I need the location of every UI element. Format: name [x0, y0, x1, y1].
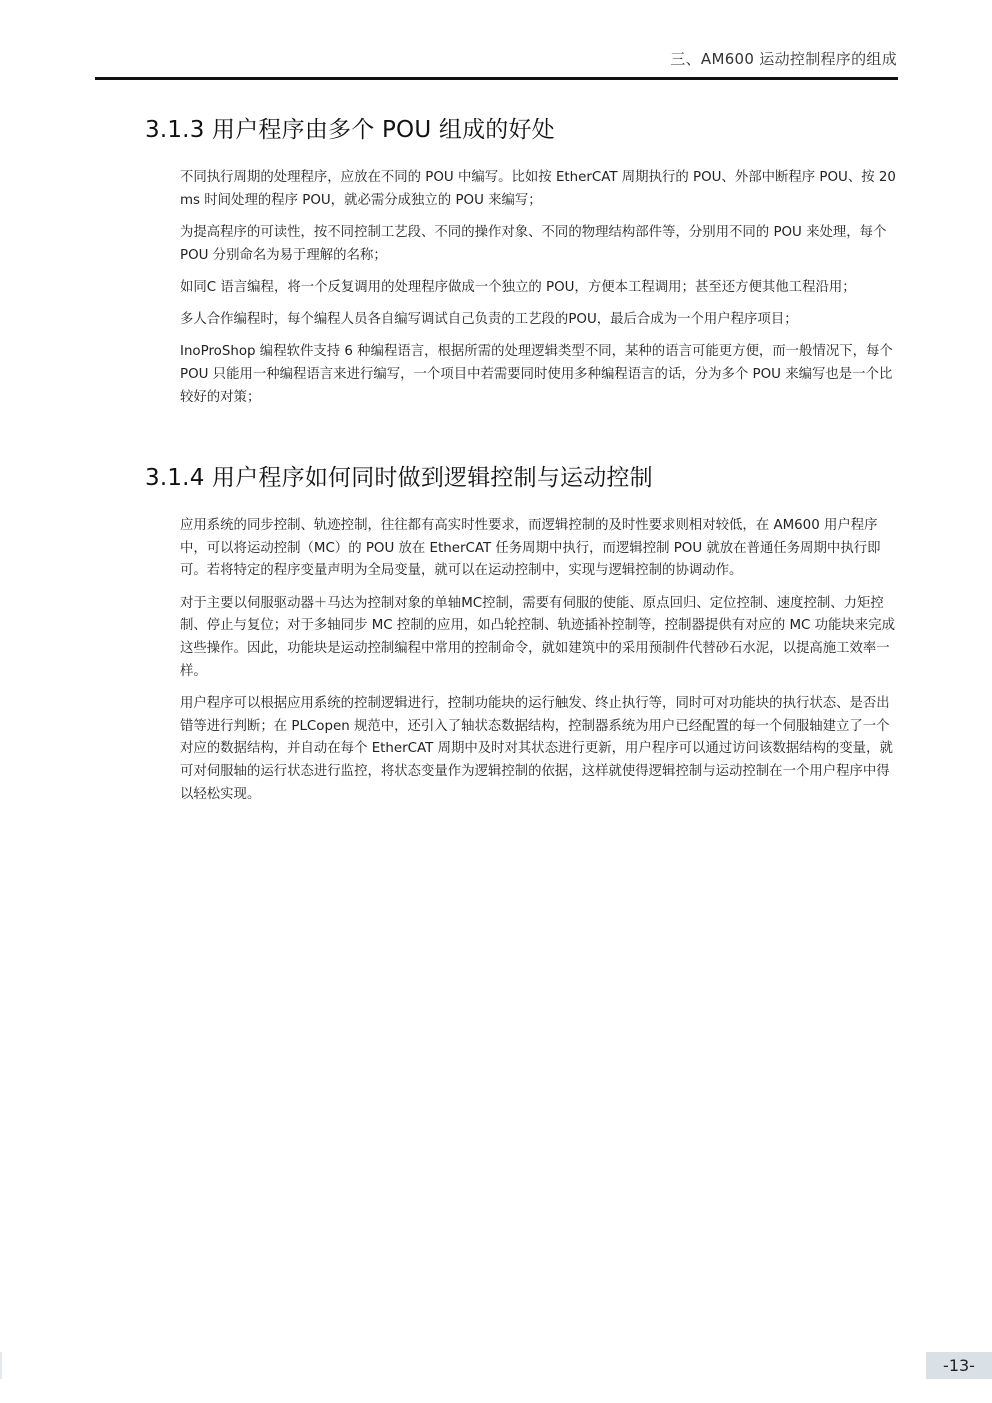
left-edge-mark: [0, 1352, 2, 1379]
section-heading: 3.1.4 用户程序如何同时做到逻辑控制与运动控制: [145, 465, 653, 491]
paragraph: 应用系统的同步控制、轨迹控制，往往都有高实时性要求，而逻辑控制的及时性要求则相对较低，在 AM600 用户程序中，可以将运动控制（MC）的 POU 放在 EtherCAT 任务周期中执行，而逻辑控制 POU 就放在普通任务周期中执行即可。若将特定的程序变量声明为全局变量，就可以在运动控制中，实现与逻辑控制的协调动作。: [180, 518, 881, 579]
section-3-1-3: [0, 115, 992, 409]
running-header-title: 三、AM600 运动控制程序的组成: [670, 50, 897, 68]
paragraph: 对于主要以伺服驱动器＋马达为控制对象的单轴MC控制，需要有伺服的使能、原点回归、定位控制、速度控制、力矩控制、停止与复位；对于多轴同步 MC 控制的应用，如凸轮控制、轨迹插补控制等，控制器提供有对应的 MC 功能块来完成这些操作。因此，功能块是运动控制编程中常用的控制命令，就如建筑中的采用预制件代替砂石水泥，以提高施工效率一样。: [180, 595, 895, 679]
paragraph: 如同C 语言编程，将一个反复调用的处理程序做成一个独立的 POU，方便本工程调用；甚至还方便其他工程沿用；: [180, 279, 856, 295]
paragraph: 不同执行周期的处理程序，应放在不同的 POU 中编写。比如按 EtherCAT 周期执行的 POU、外部中断程序 POU、按 20ms 时间处理的程序 POU，就必需分成独立的 POU 来编写；: [180, 170, 896, 208]
paragraph: InoProShop 编程软件支持 6 种编程语言，根据所需的处理逻辑类型不同，某种的语言可能更方便，而一般情况下，每个 POU 只能用一种编程语言来进行编写，一个项目中若需要同时使用多种编程语言的话，分为多个 POU 来编写也是一个比较好的对策；: [180, 344, 893, 405]
header-divider: [95, 77, 898, 80]
page-number: -13-: [926, 1352, 992, 1379]
section-3-1-4: [0, 463, 992, 806]
paragraph: 用户程序可以根据应用系统的控制逻辑进行，控制功能块的运行触发、终止执行等，同时可对功能块的执行状态、是否出错等进行判断；在 PLCopen 规范中，还引入了轴状态数据结构，控制器系统为用户已经配置的每一个伺服轴建立了一个对应的数据结构，并自动在每个 EtherCAT 周期中及时对其状态进行更新，用户程序可以通过访问该数据结构的变量，就可对伺服轴的运行状态进行监控，将状态变量作为逻辑控制的依据，这样就使得逻辑控制与运动控制在一个用户程序中得以轻松实现。: [180, 695, 893, 802]
section-heading: 3.1.3 用户程序由多个 POU 组成的好处: [145, 117, 555, 143]
paragraph: 为提高程序的可读性，按不同控制工艺段、不同的操作对象、不同的物理结构部件等，分别用不同的 POU 来处理，每个 POU 分别命名为易于理解的名称；: [180, 224, 887, 263]
paragraph: 多人合作编程时，每个编程人员各自编写调试自己负责的工艺段的POU，最后合成为一个用户程序项目；: [180, 312, 798, 328]
